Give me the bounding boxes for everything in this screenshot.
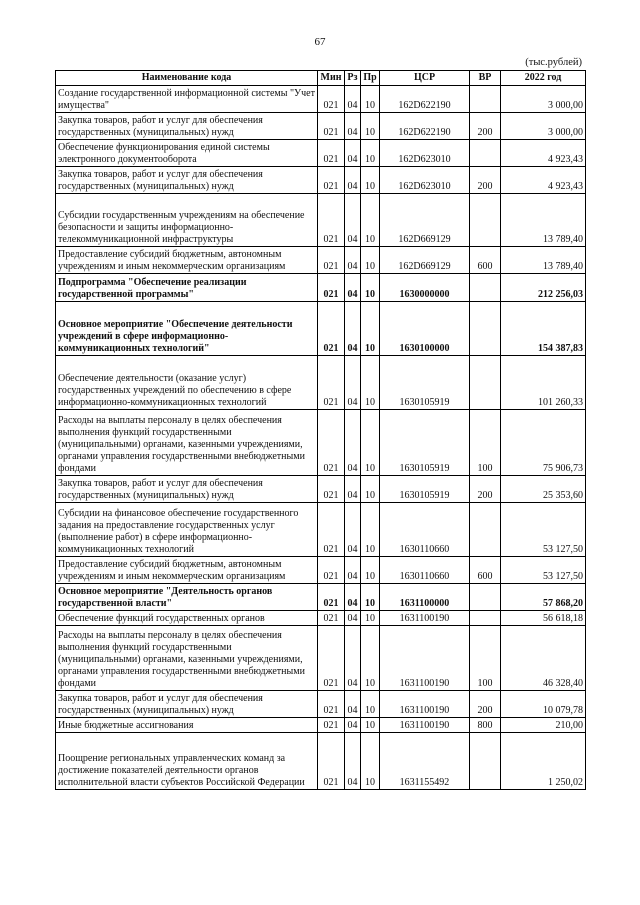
table-body (56, 86, 586, 790)
cell-vr (470, 194, 501, 247)
cell-rz: 04 (345, 733, 361, 790)
cell-amount: 4 923,43 (501, 167, 586, 194)
table-row (56, 410, 586, 476)
cell-csr: 162D623010 (380, 167, 470, 194)
cell-rz: 04 (345, 557, 361, 584)
cell-amount: 1 250,02 (501, 733, 586, 790)
header-csr: ЦСР (380, 71, 470, 86)
cell-min: 021 (318, 733, 345, 790)
table-row (56, 611, 586, 626)
units-label: (тыс.рублей) (525, 57, 582, 68)
cell-csr: 162D623010 (380, 140, 470, 167)
header-min: Мин (318, 71, 345, 86)
cell-vr: 600 (470, 247, 501, 274)
cell-vr: 200 (470, 113, 501, 140)
cell-vr: 200 (470, 167, 501, 194)
cell-pr: 10 (361, 557, 380, 584)
header-pr: Пр (361, 71, 380, 86)
cell-name: Закупка товаров, работ и услуг для обеспечения государственных (муниципальных) нужд (56, 167, 318, 194)
cell-pr: 10 (361, 691, 380, 718)
table-row (56, 718, 586, 733)
cell-min: 021 (318, 274, 345, 302)
page-number: 67 (314, 36, 326, 48)
table-header-row (56, 71, 586, 86)
cell-pr: 10 (361, 410, 380, 476)
cell-vr (470, 356, 501, 410)
cell-vr: 800 (470, 718, 501, 733)
cell-vr (470, 140, 501, 167)
cell-pr: 10 (361, 718, 380, 733)
cell-pr: 10 (361, 86, 380, 113)
cell-rz: 04 (345, 167, 361, 194)
cell-pr: 10 (361, 733, 380, 790)
cell-pr: 10 (361, 302, 380, 356)
table-row (56, 86, 586, 113)
cell-pr: 10 (361, 611, 380, 626)
cell-vr: 600 (470, 557, 501, 584)
cell-pr: 10 (361, 274, 380, 302)
table-row (56, 302, 586, 356)
cell-rz: 04 (345, 410, 361, 476)
cell-rz: 04 (345, 476, 361, 503)
cell-pr: 10 (361, 194, 380, 247)
cell-pr: 10 (361, 356, 380, 410)
table-row (56, 274, 586, 302)
cell-amount: 13 789,40 (501, 194, 586, 247)
cell-amount: 75 906,73 (501, 410, 586, 476)
cell-name: Закупка товаров, работ и услуг для обеспечения государственных (муниципальных) нужд (56, 113, 318, 140)
cell-vr (470, 611, 501, 626)
cell-amount: 25 353,60 (501, 476, 586, 503)
cell-vr: 100 (470, 626, 501, 691)
cell-vr (470, 733, 501, 790)
cell-name: Субсидии государственным учреждениям на обеспечение безопасности и защиты информационно-телекоммуникационной инфраструктуры (56, 194, 318, 247)
cell-min: 021 (318, 718, 345, 733)
cell-amount: 4 923,43 (501, 140, 586, 167)
cell-pr: 10 (361, 626, 380, 691)
cell-pr: 10 (361, 140, 380, 167)
cell-rz: 04 (345, 247, 361, 274)
cell-pr: 10 (361, 584, 380, 611)
cell-rz: 04 (345, 86, 361, 113)
cell-csr: 162D669129 (380, 247, 470, 274)
cell-vr (470, 274, 501, 302)
cell-rz: 04 (345, 611, 361, 626)
cell-rz: 04 (345, 584, 361, 611)
cell-vr: 100 (470, 410, 501, 476)
cell-amount: 3 000,00 (501, 86, 586, 113)
cell-csr: 1631100190 (380, 626, 470, 691)
cell-name: Основное мероприятие "Деятельность органов государственной власти" (56, 584, 318, 611)
cell-name: Предоставление субсидий бюджетным, автономным учреждениям и иным некоммерческим организациям (56, 557, 318, 584)
cell-csr: 1631100190 (380, 611, 470, 626)
cell-vr (470, 86, 501, 113)
table-row (56, 356, 586, 410)
table-row (56, 194, 586, 247)
cell-pr: 10 (361, 167, 380, 194)
table-row (56, 691, 586, 718)
cell-csr: 1630105919 (380, 356, 470, 410)
header-rz: Рз (345, 71, 361, 86)
budget-table (55, 70, 586, 790)
table-row (56, 113, 586, 140)
cell-name: Расходы на выплаты персоналу в целях обеспечения выполнения функций государственными (муниципальными) органами, казенными учреждениями, органами управления государственными внебюджетными фондами (56, 626, 318, 691)
table-row (56, 476, 586, 503)
cell-amount: 53 127,50 (501, 503, 586, 557)
cell-rz: 04 (345, 718, 361, 733)
cell-csr: 1631100000 (380, 584, 470, 611)
cell-amount: 3 000,00 (501, 113, 586, 140)
cell-name: Основное мероприятие "Обеспечение деятельности учреждений в сфере информационно-коммуникационных технологий" (56, 302, 318, 356)
cell-name: Расходы на выплаты персоналу в целях обеспечения выполнения функций государственными (муниципальными) органами, казенными учреждениями, органами управления государственными внебюджетными фондами (56, 410, 318, 476)
cell-amount: 210,00 (501, 718, 586, 733)
cell-csr: 1630100000 (380, 302, 470, 356)
cell-min: 021 (318, 691, 345, 718)
header-year: 2022 год (501, 71, 586, 86)
cell-name: Обеспечение деятельности (оказание услуг) государственных учреждений по обеспечению в сфере информационно-коммуникационных технологий (56, 356, 318, 410)
cell-rz: 04 (345, 503, 361, 557)
cell-name: Закупка товаров, работ и услуг для обеспечения государственных (муниципальных) нужд (56, 691, 318, 718)
cell-vr: 200 (470, 691, 501, 718)
cell-name: Подпрограмма "Обеспечение реализации государственной программы" (56, 274, 318, 302)
cell-amount: 53 127,50 (501, 557, 586, 584)
cell-min: 021 (318, 167, 345, 194)
cell-pr: 10 (361, 476, 380, 503)
cell-amount: 101 260,33 (501, 356, 586, 410)
cell-min: 021 (318, 503, 345, 557)
cell-csr: 1630110660 (380, 503, 470, 557)
header-vr: ВР (470, 71, 501, 86)
cell-min: 021 (318, 626, 345, 691)
cell-csr: 1631100190 (380, 691, 470, 718)
table-row (56, 557, 586, 584)
cell-csr: 162D669129 (380, 194, 470, 247)
cell-rz: 04 (345, 626, 361, 691)
cell-csr: 162D622190 (380, 113, 470, 140)
cell-name: Обеспечение функций государственных органов (56, 611, 318, 626)
cell-rz: 04 (345, 302, 361, 356)
cell-min: 021 (318, 194, 345, 247)
cell-amount: 154 387,83 (501, 302, 586, 356)
cell-amount: 13 789,40 (501, 247, 586, 274)
cell-name: Иные бюджетные ассигнования (56, 718, 318, 733)
cell-csr: 1631155492 (380, 733, 470, 790)
cell-csr: 1630110660 (380, 557, 470, 584)
table-row (56, 626, 586, 691)
table-row (56, 140, 586, 167)
cell-name: Предоставление субсидий бюджетным, автономным учреждениям и иным некоммерческим организациям (56, 247, 318, 274)
cell-min: 021 (318, 611, 345, 626)
cell-vr (470, 302, 501, 356)
table-row (56, 167, 586, 194)
cell-vr (470, 584, 501, 611)
cell-vr: 200 (470, 476, 501, 503)
cell-name: Субсидии на финансовое обеспечение государственного задания на предоставление государственных услуг (выполнение работ) в сфере информационно-коммуникационных технологий (56, 503, 318, 557)
cell-name: Обеспечение функционирования единой системы электронного документооборота (56, 140, 318, 167)
cell-min: 021 (318, 302, 345, 356)
cell-csr: 1630105919 (380, 410, 470, 476)
cell-min: 021 (318, 86, 345, 113)
cell-amount: 10 079,78 (501, 691, 586, 718)
cell-amount: 56 618,18 (501, 611, 586, 626)
cell-min: 021 (318, 247, 345, 274)
cell-pr: 10 (361, 113, 380, 140)
cell-min: 021 (318, 557, 345, 584)
cell-min: 021 (318, 356, 345, 410)
table-row (56, 503, 586, 557)
table-row (56, 584, 586, 611)
cell-name: Закупка товаров, работ и услуг для обеспечения государственных (муниципальных) нужд (56, 476, 318, 503)
cell-rz: 04 (345, 113, 361, 140)
table-row (56, 247, 586, 274)
cell-vr (470, 503, 501, 557)
cell-amount: 46 328,40 (501, 626, 586, 691)
cell-name: Создание государственной информационной системы "Учет имущества" (56, 86, 318, 113)
cell-csr: 1631100190 (380, 718, 470, 733)
cell-min: 021 (318, 584, 345, 611)
cell-name: Поощрение региональных управленческих команд за достижение показателей деятельности органов исполнительной власти субъектов Российской Федерации (56, 733, 318, 790)
cell-rz: 04 (345, 691, 361, 718)
cell-rz: 04 (345, 356, 361, 410)
cell-min: 021 (318, 140, 345, 167)
cell-min: 021 (318, 410, 345, 476)
cell-pr: 10 (361, 503, 380, 557)
cell-pr: 10 (361, 247, 380, 274)
cell-amount: 57 868,20 (501, 584, 586, 611)
table-row (56, 733, 586, 790)
cell-rz: 04 (345, 194, 361, 247)
cell-amount: 212 256,03 (501, 274, 586, 302)
cell-rz: 04 (345, 140, 361, 167)
cell-csr: 1630105919 (380, 476, 470, 503)
cell-rz: 04 (345, 274, 361, 302)
header-name: Наименование кода (56, 71, 318, 86)
cell-min: 021 (318, 476, 345, 503)
cell-min: 021 (318, 113, 345, 140)
cell-csr: 1630000000 (380, 274, 470, 302)
cell-csr: 162D622190 (380, 86, 470, 113)
